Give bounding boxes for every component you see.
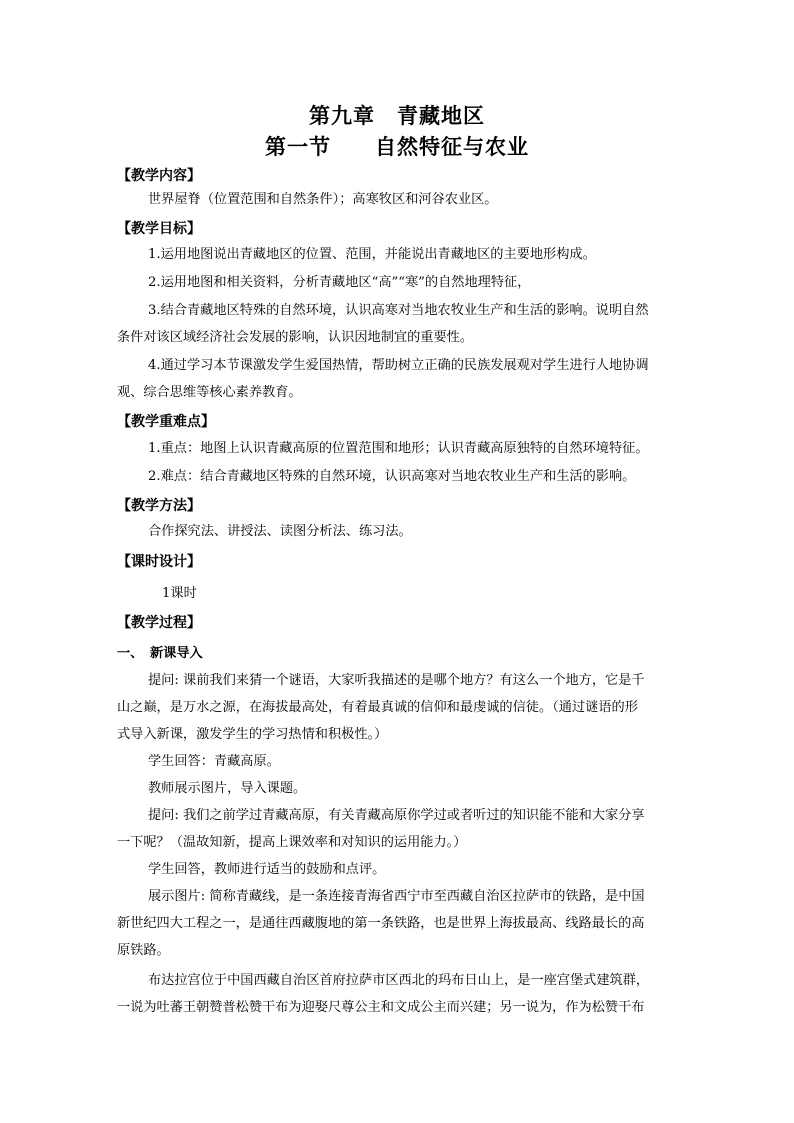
process-p6b: 新世纪四大工程之一，是通往西藏腹地的第一条铁路，也是世界上海拔最高、线路最长的高 [117, 916, 645, 931]
goals-heading: 【教学目标】 [117, 221, 201, 237]
process-heading: 【教学过程】 [117, 615, 201, 631]
periods-text: 1课时 [162, 586, 197, 601]
keypoints-heading: 【教学重难点】 [117, 414, 215, 430]
process-step-1: 一、 新课导入 [117, 646, 203, 661]
process-p3: 教师展示图片，导入课题。 [148, 781, 307, 796]
process-p7b: 一说为吐蕃王朝赞普松赞干布为迎娶尺尊公主和文成公主而兴建；另一说为，作为松赞干布 [117, 1000, 645, 1015]
content-heading: 【教学内容】 [117, 168, 201, 184]
methods-heading: 【教学方法】 [117, 498, 201, 514]
goal-4a: 4.通过学习本节课激发学生爱国热情，帮助树立正确的民族发展观对学生进行人地协调 [148, 358, 649, 373]
process-p1b: 山之巅，是万水之源，在海拔最高处，有着最真诚的信仰和最虔诚的信徒。（通过谜语的形 [117, 700, 638, 715]
goal-4b: 观、综合思维等核心素养教育。 [117, 385, 302, 400]
methods-text: 合作探究法、讲授法、读图分析法、练习法。 [148, 524, 412, 539]
process-p7a: 布达拉宫位于中国西藏自治区首府拉萨市区西北的玛布日山上，是一座宫堡式建筑群， [148, 973, 650, 988]
process-p2: 学生回答：青藏高原。 [148, 754, 280, 769]
process-p4a: 提问: 我们之前学过青藏高原，有关青藏高原你学过或者听过的知识能不能和大家分享 [148, 808, 645, 823]
keypoint-1: 1.重点：地图上认识青藏高原的位置范围和地形；认识青藏高原独特的自然环境特征。 [148, 441, 649, 456]
goal-1: 1.运用地图说出青藏地区的位置、范围，并能说出青藏地区的主要地形构成。 [148, 247, 596, 262]
goal-3a: 3.结合青藏地区特殊的自然环境，认识高寒对当地农牧业生产和生活的影响。说明自然 [148, 303, 649, 318]
process-p1c: 式导入新课，激发学生的学习热情和积极性。） [117, 727, 388, 742]
content-text: 世界屋脊（位置范围和自然条件）；高寒牧区和河谷农业区。 [148, 192, 498, 207]
process-p5: 学生回答，教师进行适当的鼓励和点评。 [148, 862, 386, 877]
keypoint-2: 2.难点：结合青藏地区特殊的自然环境，认识高寒对当地农牧业生产和生活的影响。 [148, 469, 636, 484]
periods-heading: 【课时设计】 [117, 554, 201, 570]
process-p4b: 一下呢？（温故知新，提高上课效率和对知识的运用能力。） [117, 835, 467, 850]
section-title: 第一节 自然特征与农业 [265, 135, 529, 159]
chapter-title: 第九章 青藏地区 [309, 104, 485, 128]
goal-3b: 条件对该区域经济社会发展的影响，认识因地制宜的重要性。 [117, 330, 474, 345]
process-p6c: 原铁路。 [117, 943, 170, 958]
goal-2: 2.运用地图和相关资料，分析青藏地区“高”“寒”的自然地理特征， [148, 275, 531, 290]
process-p1a: 提问: 课前我们来猜一个谜语，大家听我描述的是哪个地方？有这么一个地方，它是千 [148, 673, 645, 688]
process-p6a: 展示图片: 简称青藏线，是一条连接青海省西宁市至西藏自治区拉萨市的铁路，是中国 [148, 889, 645, 904]
